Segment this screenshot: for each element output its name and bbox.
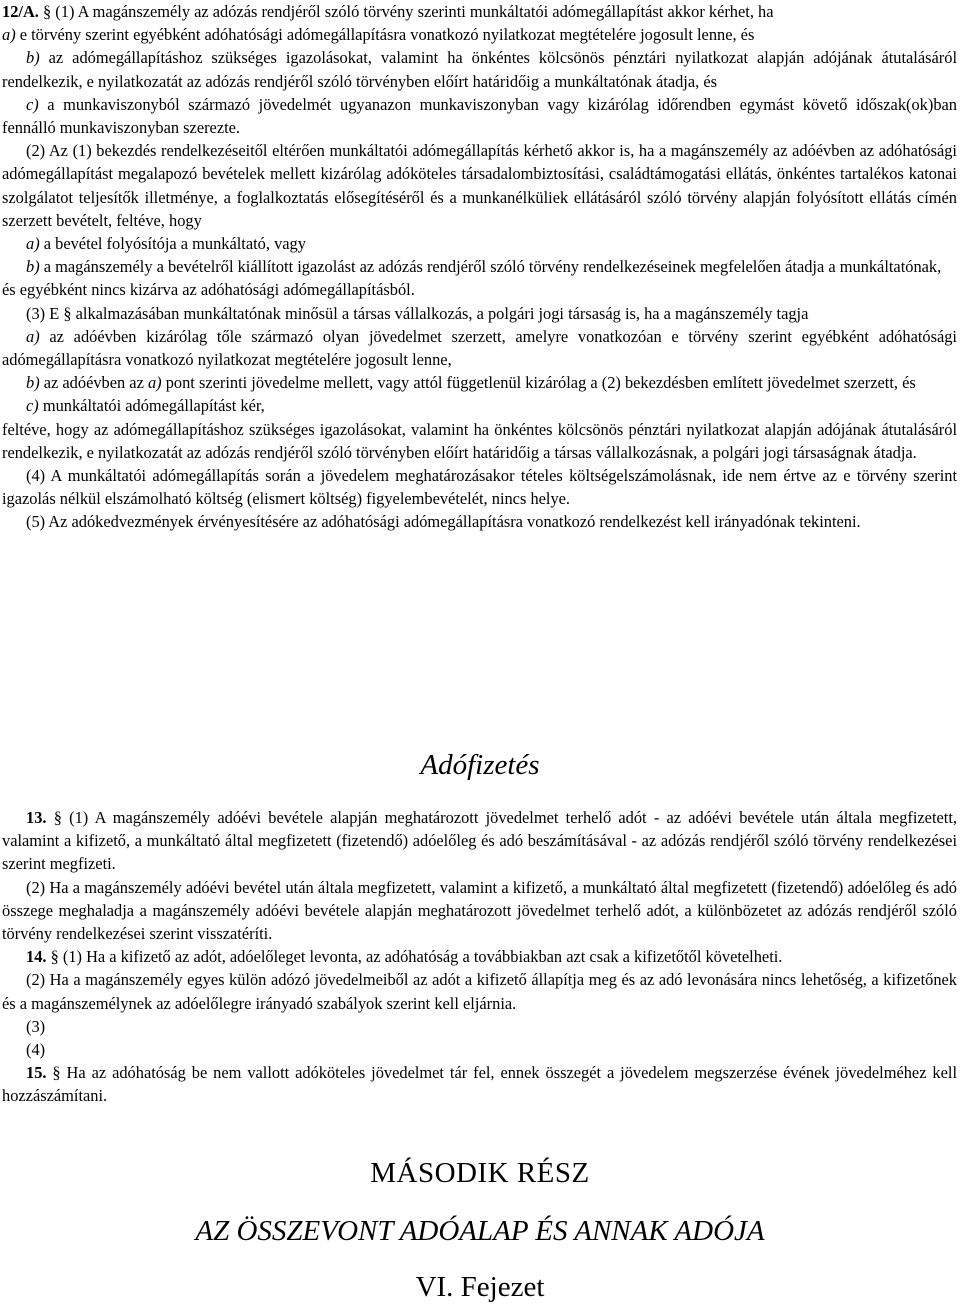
section-12a (2, 0, 957, 534)
heading-part-two: MÁSODIK RÉSZ (370, 1157, 590, 1189)
point-a: a) e törvény szerint egyébként adóhatósági adómegállapításra vonatkozó nyilatkozat megtételére jogosult lenne, és (2, 25, 755, 45)
section-13-para-1: 13. § (1) A magánszemély adóévi bevétele alapján meghatározott jövedelmet terhelő adót - az adóévi bevétele után általa megfizetett, valamint a kifizető, a munkáltató által megfizetett (fizetendő) adóelőleg és adó beszámításával - az adózás rendjéről szóló törvény rendelkezései szerint megfizeti. (2, 808, 957, 874)
section-12a-para-4: (4) A munkáltatói adómegállapítás során a jövedelem meghatározásakor tételes költségelszámolásnak, ide nem értve az e törvény szerint igazolás nélkül elszámolható költség (elismert költség) figyelembevételét, nincs helye. (2, 466, 957, 509)
section-12a-para-2-end: és egyébként nincs kizárva az adóhatósági adómegállapításból. (2, 280, 415, 300)
section-14-para-2: (2) Ha a magánszemély egyes külön adózó jövedelmeiből az adót a kifizető állapítja meg és az adó levonására nincs lehetőség, a kifizetőnek és a magánszemélynek az adóelőlegre irányadó szabályok szerint kell eljárnia. (2, 970, 957, 1013)
heading-adofizetes: Adófizetés (420, 749, 540, 781)
section-number: 14. (26, 947, 47, 967)
sections-13-15 (2, 806, 957, 1108)
point-b: b) az adómegállapításhoz szükséges igazolásokat, valamint ha önkéntes kölcsönös pénztári nyilatkozat alapján adójának átutalásáról rendelkezik, e nyilatkozatát az adózás rendjéről szóló törvényben előírt határidőig a munkáltatónak átadja, és (2, 48, 957, 91)
point-b: b) az adóévben az a) pont szerinti jövedelme mellett, vagy attól függetlenül kizárólag a (2) bekezdésben említett jövedelmet szerzett, és (26, 373, 916, 393)
section-12a-para-2: (2) Az (1) bekezdés rendelkezéseitől eltérően munkáltatói adómegállapítás kérhető akkor is, ha a magánszemély az adóévben az adóhatósági adómegállapítást megalapozó bevételek mellett kizárólag adóköteles társadalombiztosítási, családtámogatási ellátás, önkéntes tartalékos katonai szolgálatot teljesítők illetménye, a foglalkoztatás elősegítéséről és a munkanélküliek ellátásáról szóló törvény alapján folyósított ellátás címén szerzett bevételt, feltéve, hogy (2, 141, 957, 230)
point-a: a) az adóévben kizárólag tőle származó olyan jövedelmet szerzett, amelyre vonatkozóan e törvény szerint egyébként adóhatósági adómegállapításra vonatkozó nyilatkozat megtételére jogosult lenne, (2, 326, 957, 370)
section-number: 13. (26, 808, 47, 827)
section-number: 15. (26, 1063, 47, 1083)
point-c: c) munkáltatói adómegállapítást kér, (26, 396, 265, 416)
section-12a-para-3: (3) E § alkalmazásában munkáltatónak minősül a társas vállalkozás, a polgári jogi társaság is, ha a magánszemély tagja (26, 303, 809, 323)
point-c: c) a munkaviszonyból származó jövedelmét ugyanazon munkaviszonyban vagy kizárólag időrendben egymást követő időszak(ok)ban fennálló munkaviszonyban szerezte. (2, 94, 957, 138)
section-12a-para-1: 12/A. § (1) A magánszemély az adózás rendjéről szóló törvény szerinti munkáltatói adómegállapítást akkor kérhet, ha (2, 2, 774, 21)
section-12a-para-3-end: feltéve, hogy az adómegállapításhoz szükséges igazolásokat, valamint ha önkéntes kölcsönös pénztári nyilatkozat alapján adójának átutalásáról rendelkezik, e nyilatkozatát az adózás rendjéről szóló törvényben előírt határidőig a társas vállalkozásnak, a polgári jogi társaságnak átadja. (2, 419, 957, 462)
heading-chapter: VI. Fejezet (415, 1271, 545, 1303)
section-14-para-3: (3) (26, 1016, 46, 1036)
section-15-para-1: 15. § Ha az adóhatóság be nem vallott adóköteles jövedelmet tár fel, ennek összegét a jövedelem megszerzése évének jövedelméhez kell hozzászámítani. (2, 1063, 957, 1106)
section-number: 12/A. (2, 2, 39, 21)
section-12a-para-5: (5) Az adókedvezmények érvényesítésére az adóhatósági adómegállapításra vonatkozó rendelkezést kell irányadónak tekinteni. (26, 512, 861, 532)
heading-part-title: AZ ÖSSZEVONT ADÓALAP ÉS ANNAK ADÓJA (195, 1215, 765, 1247)
section-14-para-1: 14. § (1) Ha a kifizető az adót, adóelőleget levonta, az adóhatóság a továbbiakban azt csak a kifizetőtől követelheti. (26, 947, 783, 967)
section-13-para-2: (2) Ha a magánszemély adóévi bevétel után általa megfizetett, valamint a kifizető, a munkáltató által megfizetett (fizetendő) adóelőleg és adó összege meghaladja a magánszemély adóévi bevétele alapján meghatározott jövedelmet terhelő adót, a különbözetet az adózás rendjéről szóló törvény rendelkezései szerint visszatéríti. (2, 877, 957, 944)
point-a: a) a bevétel folyósítója a munkáltató, vagy (26, 234, 306, 254)
point-b: b) a magánszemély a bevételről kiállított igazolást az adózás rendjéről szóló törvény rendelkezéseinek megfelelően átadja a munkáltatónak, (26, 257, 942, 277)
section-14-para-4: (4) (26, 1040, 46, 1060)
